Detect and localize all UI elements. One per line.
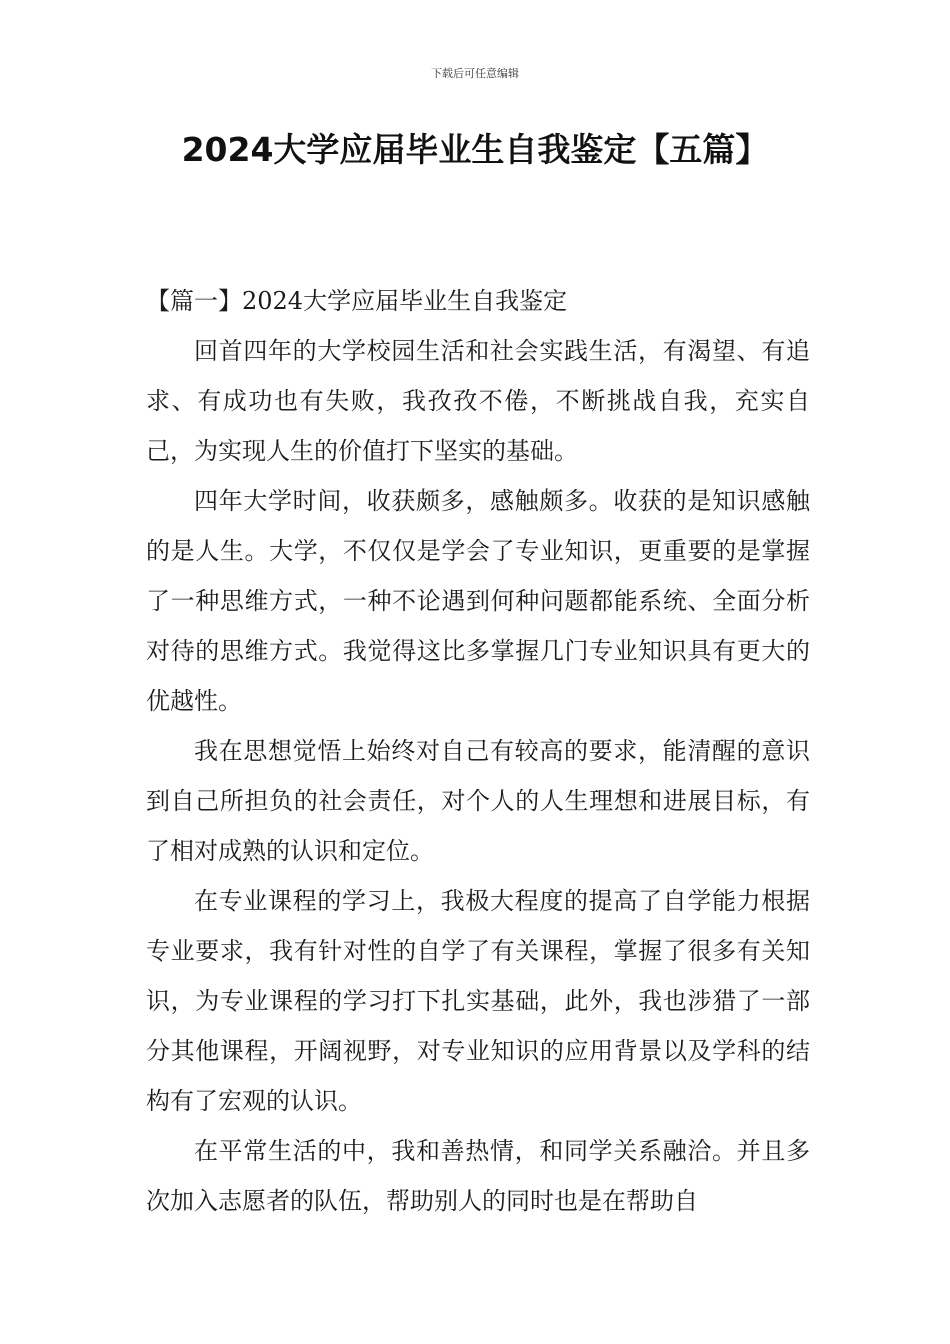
document-body: [146, 276, 810, 1226]
paragraph-3: 我在思想觉悟上始终对自己有较高的要求，能清醒的意识到自己所担负的社会责任，对个人的人生理想和进展目标，有了相对成熟的认识和定位。: [146, 737, 810, 865]
paragraph-2: 四年大学时间，收获颇多，感触颇多。收获的是知识感触的是人生。大学，不仅仅是学会了专业知识，更重要的是掌握了一种思维方式，一种不论遇到何种问题都能系统、全面分析对待的思维方式。我觉得这比多掌握几门专业知识具有更大的优越性。: [146, 487, 810, 715]
document-title: 2024大学应届毕业生自我鉴定【五篇】: [181, 130, 769, 169]
section-heading: 【篇一】2024大学应届毕业生自我鉴定: [146, 287, 568, 315]
paragraph-1: 回首四年的大学校园生活和社会实践生活，有渴望、有追求、有成功也有失败，我孜孜不倦，不断挑战自我，充实自己，为实现人生的价值打下坚实的基础。: [146, 337, 810, 465]
paragraph-4: 在专业课程的学习上，我极大程度的提高了自学能力根据专业要求，我有针对性的自学了有关课程，掌握了很多有关知识，为专业课程的学习打下扎实基础，此外，我也涉猎了一部分其他课程，开阔视野，对专业知识的应用背景以及学科的结构有了宏观的认识。: [146, 887, 810, 1115]
paragraph-5: 在平常生活的中，我和善热情，和同学关系融洽。并且多次加入志愿者的队伍，帮助别人的同时也是在帮助自: [146, 1137, 810, 1215]
header-note: 下载后可任意编辑: [431, 67, 519, 80]
